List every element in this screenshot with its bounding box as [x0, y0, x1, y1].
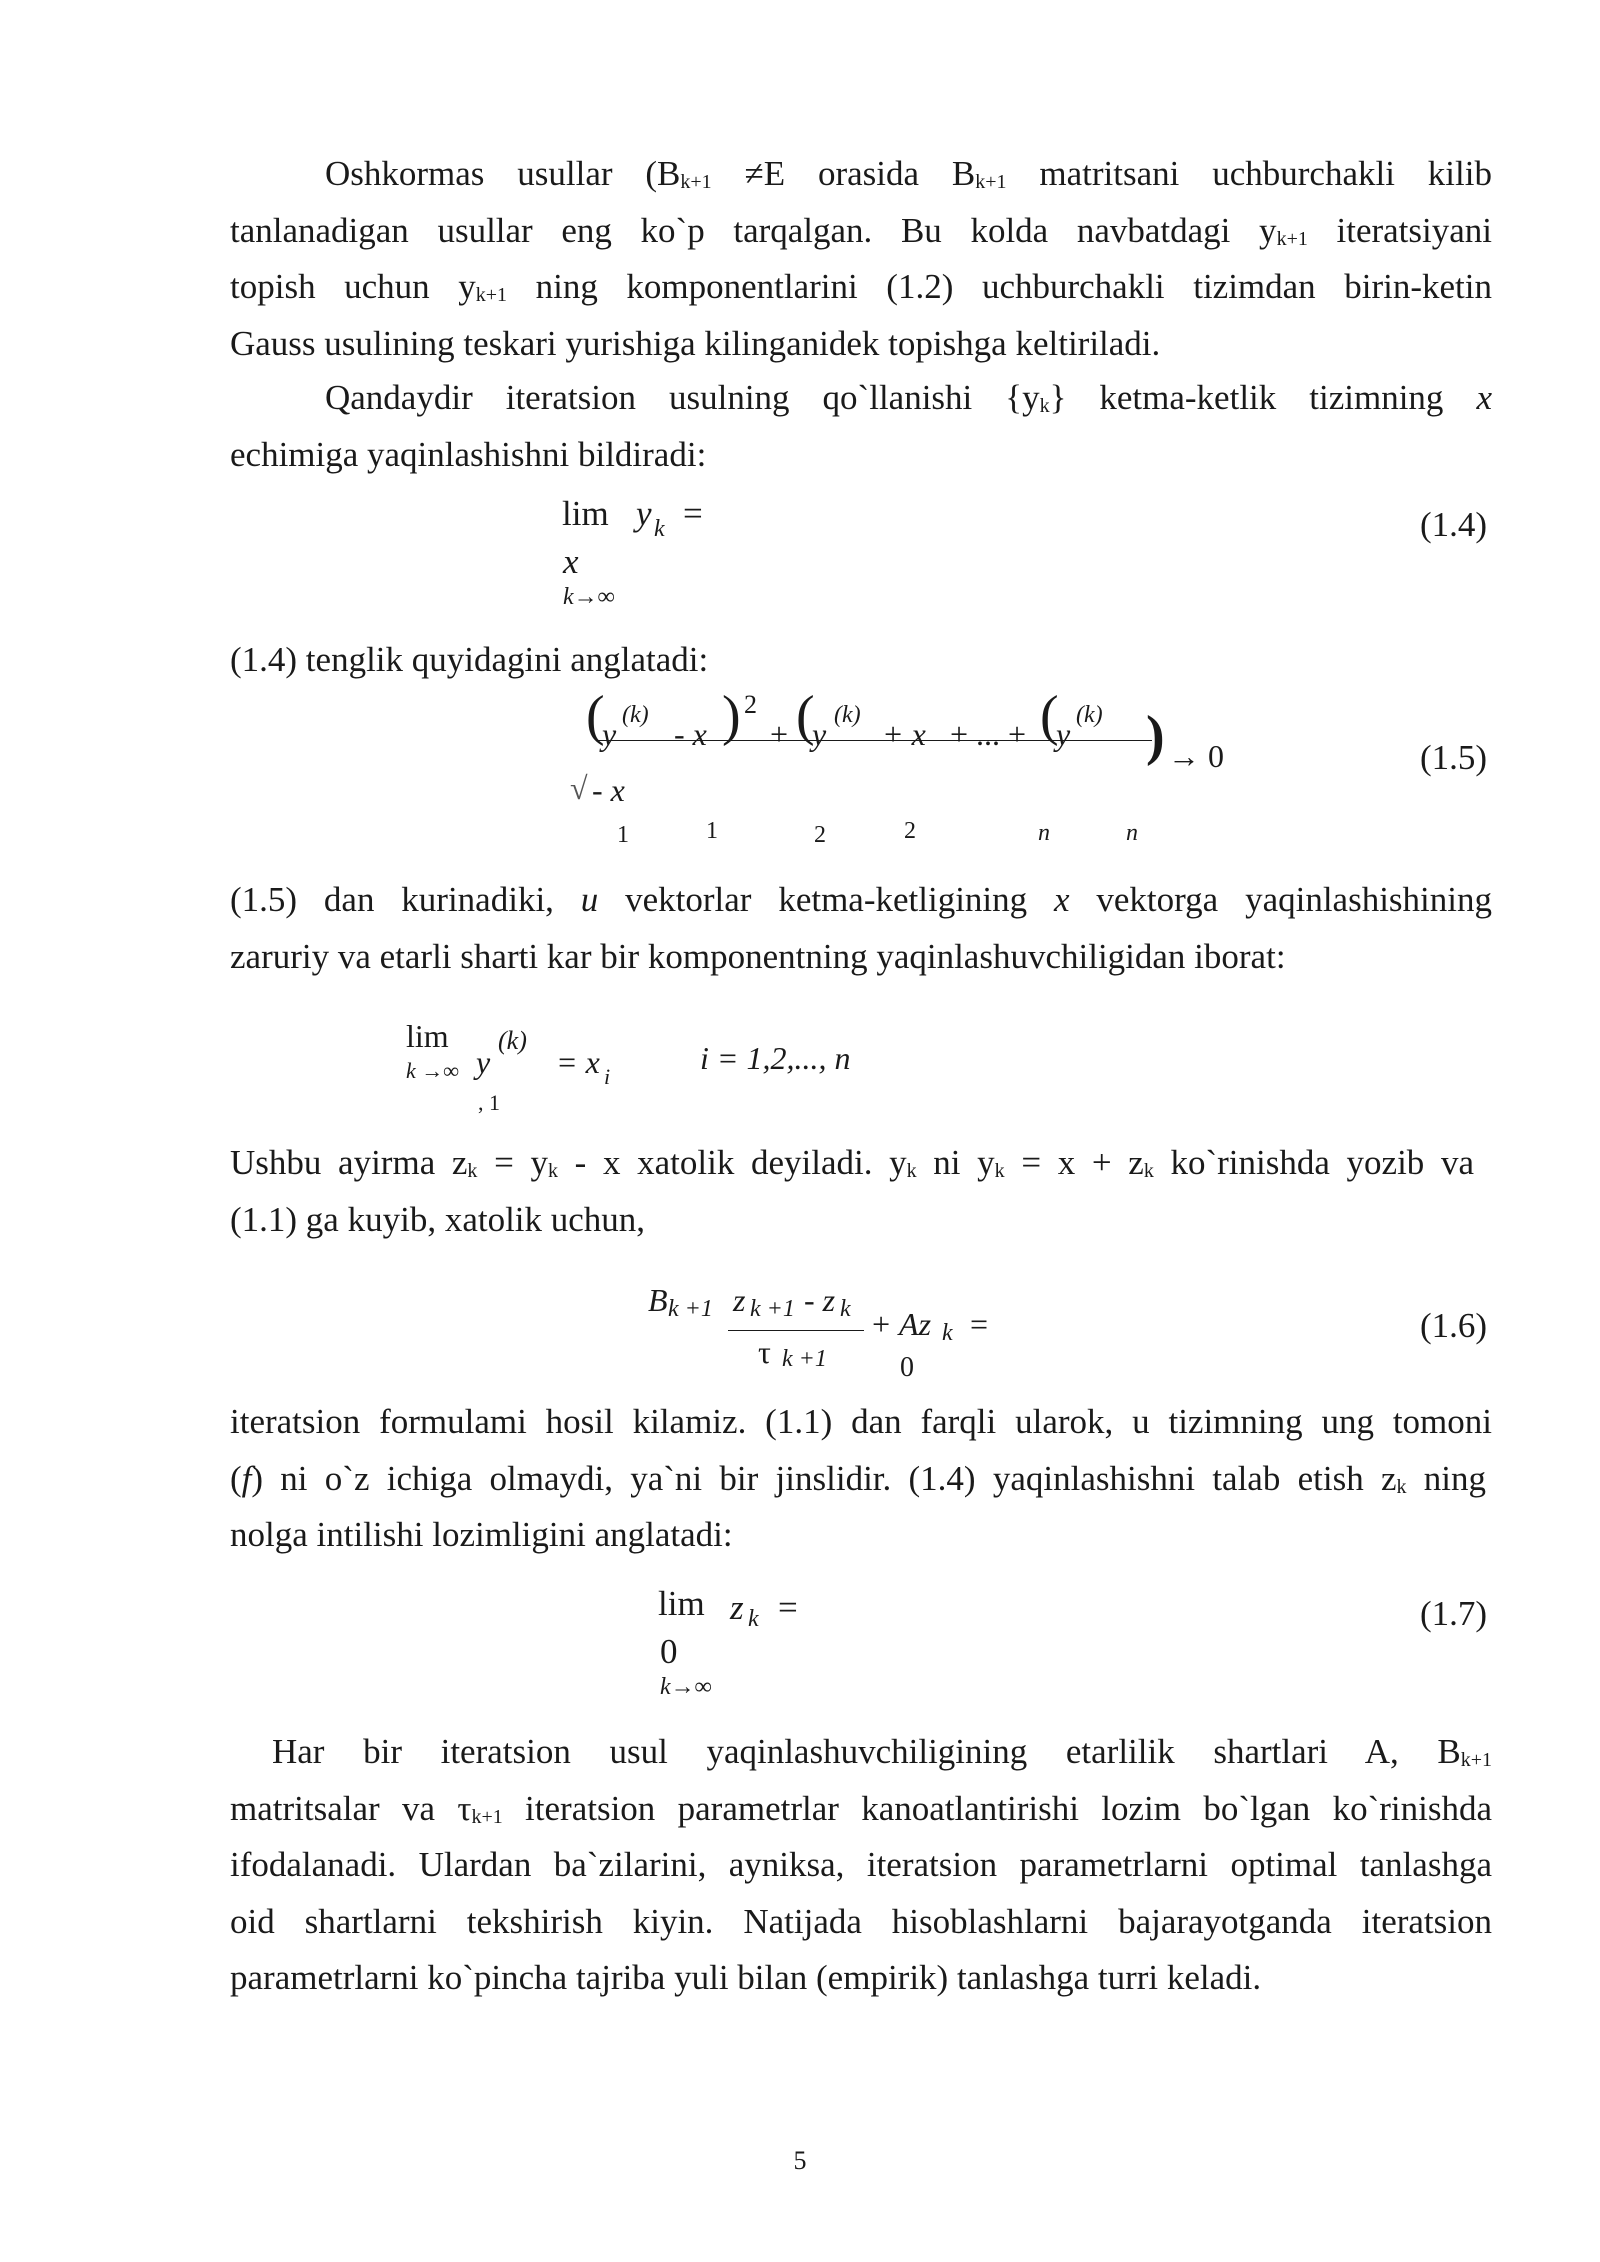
p4-line-1: (1.5) dan kurinadiki, u vektorlar ketma-ketligining x vektorga yaqinlashishining: [230, 880, 1493, 919]
eq17-under: k→∞: [660, 1674, 712, 1700]
eq15-yn: y: [1056, 716, 1071, 752]
eqlim-i: i: [604, 1064, 611, 1089]
eq15-dots: + ... +: [950, 716, 1027, 752]
eq15-sub-2a: 2: [814, 822, 826, 848]
eq15-big-rparen: ): [1146, 705, 1165, 767]
eq16-Az-sub: k: [942, 1320, 953, 1346]
eq16-minus-z: - z: [804, 1282, 836, 1318]
eq14-number: (1.4): [1420, 505, 1488, 544]
eq14-x: x: [563, 542, 579, 581]
eq17-k: k: [748, 1606, 759, 1632]
eq15-radical-bar: [596, 740, 1152, 741]
eq15-sqrt-sign: √: [570, 770, 588, 806]
eq16-z-sub: k: [840, 1296, 851, 1322]
p1-line-4: Gauss usulining teskari yurishiga kilinganidek topishga keltiriladi.: [230, 323, 1161, 363]
eq17-number: (1.7): [1420, 1594, 1488, 1633]
eq17-lim: lim: [658, 1584, 705, 1623]
eqlim-range: i = 1,2,..., n: [700, 1040, 851, 1076]
eqlim-sub: , 1: [478, 1090, 500, 1115]
eq16-tau-sub: k +1: [782, 1346, 827, 1372]
eq17-z: z: [730, 1588, 744, 1627]
eq16-fraction-bar: [728, 1330, 864, 1331]
eq16-z-num-sub: k +1: [750, 1296, 795, 1322]
p7-line-4: oid shartlarni tekshirish kiyin. Natijada hisoblashlarni bajarayotganda iteratsion: [230, 1901, 1492, 1941]
eq14-k: k: [654, 516, 665, 542]
eq15-plus-x: + x: [882, 716, 926, 752]
eq15-arrow-zero: → 0: [1168, 738, 1224, 774]
eq16-eq: =: [970, 1306, 989, 1342]
eq15-number: (1.5): [1420, 738, 1488, 777]
p2-line-1: Qandaydir iteratsion usulning qo`llanishi $\{y_k\}$ ketma-ketlik tizimning x: [325, 378, 1492, 417]
p7-line-2: matritsalar va $\tau_{k+1}$ iteratsion parametrlar kanoatlantirishi lozim bo`lgan ko`rinishda: [230, 1788, 1493, 1828]
eq15-lparen-1: (: [586, 685, 605, 747]
eq14-y: y: [636, 494, 652, 533]
eq16-plus-Az: + Az: [870, 1306, 932, 1342]
eq14-under: k→∞: [563, 584, 615, 610]
eq16-tau: τ: [758, 1334, 771, 1370]
p6-line-3: nolga intilishi lozimligini anglatadi:: [230, 1515, 733, 1554]
p1-line-1: Oshkormas usullar ($B_{k+1} \ne E$ orasida $B_{k+1}$ matritsani uchburchakli kilib: [325, 154, 1492, 193]
eq15-lparen-2: (: [796, 685, 815, 747]
eq15-kn: (k): [1076, 702, 1103, 728]
paragraph-7: [230, 1724, 1492, 2007]
eq16-zero: 0: [900, 1352, 914, 1383]
eq16-B: B: [648, 1282, 668, 1318]
eqlim-y: y: [476, 1044, 491, 1080]
p7-line-5: parametrlarni ko`pincha tajriba yuli bilan (empirik) tanlashga turri keladi.: [230, 1958, 1262, 1997]
p7-line-1: Har bir iteratsion usul yaqinlashuvchiligining etarlilik shartlari A, $B_{k+1}$: [272, 1732, 1492, 1771]
p1-line-2: tanlanadigan usullar eng ko`p tarqalgan. Bu kolda navbatdagi $y_{k+1}$ iteratsiyani: [230, 210, 1492, 250]
eq14-lim: lim: [562, 494, 609, 533]
p5-line-2: (1.1) ga kuyib, xatolik uchun,: [230, 1199, 646, 1239]
eq15-y1: y: [602, 716, 617, 752]
eq16-z-num: z: [733, 1282, 746, 1318]
eq15-lparen-3: (: [1040, 685, 1059, 747]
page-number: 5: [793, 2146, 807, 2175]
eq15-sub-1b: 1: [706, 818, 718, 844]
eqlim-under: k →∞: [406, 1058, 459, 1083]
eq15-sub-na: n: [1038, 820, 1050, 846]
eq15-y2: y: [812, 716, 827, 752]
p4-line-2: zaruriy va etarli sharti kar bir komponentning yaqinlashuvchiligidan iborat:: [230, 936, 1286, 976]
p1-line-3: topish uchun $y_{k+1}$ ning komponentlarini (1.2) uchburchakli tizimdan birin-ketin: [230, 267, 1492, 306]
p6-line-1: iteratsion formulami hosil kilamiz. (1.1) dan farqli ularok, u tizimning ung tomoni: [230, 1402, 1492, 1441]
paragraph-4: [230, 872, 1492, 985]
eq15-k1: (k): [622, 702, 649, 728]
eqlim-k: (k): [498, 1026, 527, 1055]
eq16-number: (1.6): [1420, 1306, 1488, 1345]
eq15-sub-1a: 1: [617, 822, 629, 848]
p5-line-1: Ushbu ayirma $z_k = y_k - x$ xatolik deyiladi. $y_k$ ni $y_k = x + z_k$ ko`rinishda yozib va: [230, 1143, 1474, 1182]
eq15-plus: +: [770, 716, 789, 752]
eq15-minus-x: - x: [674, 716, 707, 752]
p3-line: (1.4) tenglik quyidagini anglatadi:: [230, 640, 709, 679]
eq15-square: 2: [744, 690, 757, 719]
paragraph-2: [230, 370, 1492, 483]
eqlim-eq-x: = x: [556, 1044, 600, 1080]
eq15-k2: (k): [834, 702, 861, 728]
p7-line-3: ifodalanadi. Ulardan ba`zilarini, ayniksa, iteratsion parametrlarni optimal tanlashga: [230, 1845, 1492, 1884]
eq15-rparen-1: ): [722, 685, 741, 747]
paragraph-5: [230, 1135, 1492, 1248]
eq15-sub-2b: 2: [904, 818, 916, 844]
paragraph-3: [230, 632, 1492, 689]
paragraph-1: [230, 146, 1492, 372]
eq17-zero: 0: [660, 1632, 678, 1671]
eq15-minus-x-2: - x: [592, 772, 625, 808]
eq16-B-sub: k +1: [668, 1296, 713, 1322]
eq14-eq: =: [683, 494, 703, 533]
paragraph-6: [230, 1394, 1492, 1564]
p2-line-2: echimiga yaqinlashishni bildiradi:: [230, 434, 707, 474]
eq17-eq: =: [778, 1588, 798, 1627]
eqlim-lim: lim: [406, 1018, 449, 1054]
p6-line-2: (f) ni o`z ichiga olmaydi, ya`ni bir jinslidir. (1.4) yaqinlashishni talab etish $z_k$ ning: [230, 1458, 1486, 1498]
eq15-sub-nb: n: [1126, 820, 1138, 846]
